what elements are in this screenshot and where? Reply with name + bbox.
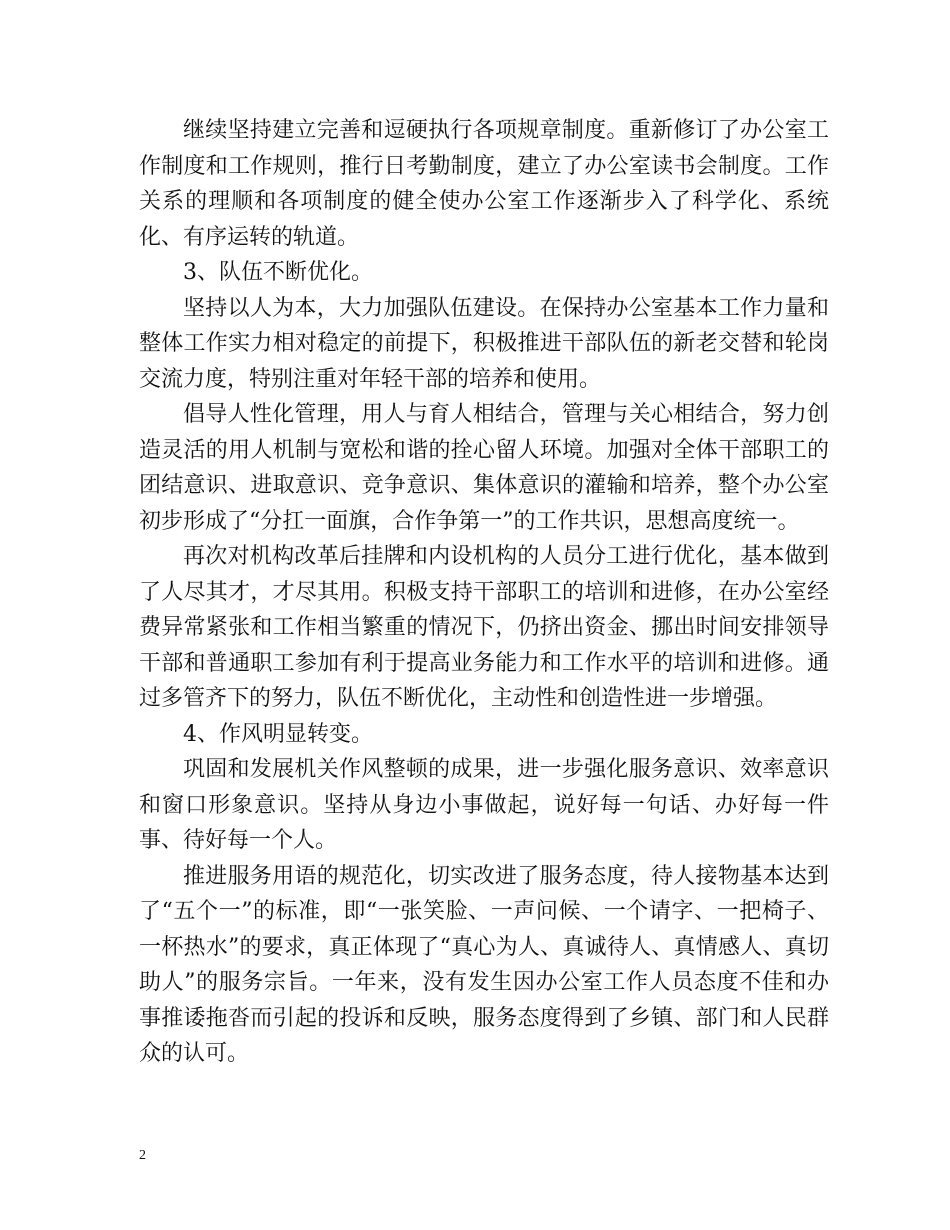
- paragraph-service-standard: 推进服务用语的规范化，切实改进了服务态度，待人接物基本达到了“五个一”的标准，即“一张笑脸、一声问候、一个请字、一把椅子、一杯热水”的要求，真正体现了“真心为人、真诚待人、真情感人、真切助人”的服务宗旨。一年来，没有发生因办公室工作人员态度不佳和办事推诿拖沓而引起的投诉和反映，服务态度得到了乡镇、部门和人民群众的认可。: [139, 863, 829, 1066]
- paragraph-staff-training: 再次对机构改革后挂牌和内设机构的人员分工进行优化，基本做到了人尽其才，才尽其用。积极支持干部职工的培训和进修，在办公室经费异常紧张和工作相当繁重的情况下，仍挤出资金、挪出时间安排领导干部和普通职工参加有利于提高业务能力和工作水平的培训和进修。通过多管齐下的努力，队伍不断优化，主动性和创造性进一步增强。: [139, 544, 829, 711]
- page-number: 2: [139, 1148, 146, 1163]
- paragraph-rules: 继续坚持建立完善和逗硬执行各项规章制度。重新修订了办公室工作制度和工作规则，推行日考勤制度，建立了办公室读书会制度。工作关系的理顺和各项制度的健全使办公室工作逐渐步入了科学化、系统化、有序运转的轨道。: [139, 118, 829, 250]
- document-body: [139, 113, 829, 1072]
- heading-team-optimization: 3、队伍不断优化。: [183, 260, 373, 285]
- paragraph-team-building: 坚持以人为本，大力加强队伍建设。在保持办公室基本工作力量和整体工作实力相对稳定的前提下，积极推进干部队伍的新老交替和轮岗交流力度，特别注重对年轻干部的培养和使用。: [139, 295, 829, 392]
- heading-work-style: 4、作风明显转变。: [183, 721, 373, 747]
- paragraph-humanized-management: 倡导人性化管理，用人与育人相结合，管理与关心相结合，努力创造灵活的用人机制与宽松和谐的拴心留人环境。加强对全体干部职工的团结意识、进取意识、竞争意识、集体意识的灌输和培养，整个办公室初步形成了“分扛一面旗，合作争第一”的工作共识，思想高度统一。: [139, 402, 829, 534]
- paragraph-work-style: 巩固和发展机关作风整顿的成果，进一步强化服务意识、效率意识和窗口形象意识。坚持从身边小事做起，说好每一句话、办好每一件事、待好每一个人。: [139, 757, 829, 853]
